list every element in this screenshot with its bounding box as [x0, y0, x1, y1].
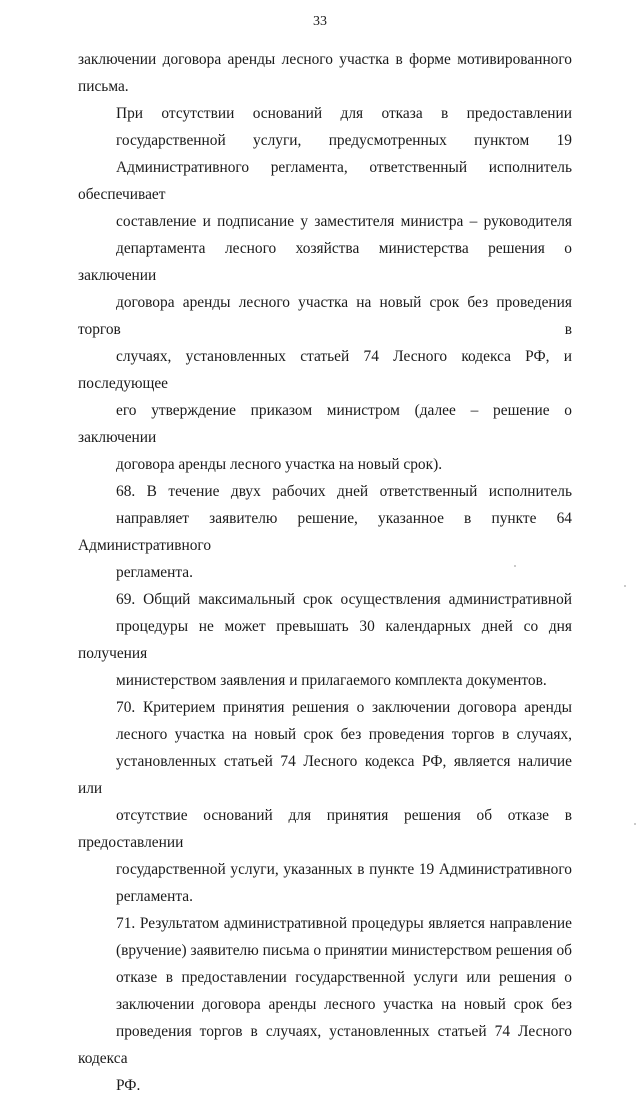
text-line: договора аренды лесного участка на новый срок без проведения торгов в: [78, 294, 572, 338]
text-line: При отсутствии оснований для отказа в предоставлении: [116, 105, 572, 122]
text-line: 69. Общий максимальный срок осуществления административной: [116, 591, 572, 608]
text-line: министерством заявления и прилагаемого комплекта документов.: [116, 672, 547, 689]
text-line: 71. Результатом административной процедуры является направление: [116, 915, 572, 932]
document-body: [78, 46, 572, 1099]
text-line: государственной услуги, указанных в пункте 19 Административного: [116, 861, 572, 878]
text-line: проведения торгов в случаях, установленных статьей 74 Лесного кодекса: [78, 1023, 572, 1067]
paragraph-continuation: [78, 46, 572, 100]
text-line: составление и подписание у заместителя министра – руководителя: [116, 213, 572, 230]
text-line: письма.: [78, 78, 129, 95]
text-line: департамента лесного хозяйства министерства решения о заключении: [78, 240, 572, 284]
paragraph-71: [78, 910, 572, 1099]
text-line: случаях, установленных статьей 74 Лесного кодекса РФ, и последующее: [78, 348, 572, 392]
scan-artifact-dot: [634, 823, 636, 825]
text-line: отказе в предоставлении государственной услуги или решения о: [116, 969, 572, 986]
paragraph-68: [78, 478, 572, 586]
text-line: РФ.: [116, 1077, 141, 1094]
paragraph-69: [78, 586, 572, 694]
scan-artifact-dot: [624, 585, 626, 587]
text-line: государственной услуги, предусмотренных пунктом 19: [116, 132, 572, 149]
text-line: регламента.: [116, 564, 193, 581]
scan-artifact-dot: [514, 565, 516, 567]
text-line: лесного участка на новый срок без проведения торгов в случаях,: [116, 726, 572, 743]
text-line: установленных статьей 74 Лесного кодекса РФ, является наличие или: [78, 753, 572, 797]
paragraph-decision: [78, 100, 572, 478]
text-line: его утверждение приказом министром (далее – решение о заключении: [78, 402, 572, 446]
text-line: заключении договора аренды лесного участка на новый срок без: [116, 996, 572, 1013]
text-line: 68. В течение двух рабочих дней ответственный исполнитель: [116, 483, 572, 500]
text-line: договора аренды лесного участка на новый срок).: [116, 456, 443, 473]
text-line: заключении договора аренды лесного участка в форме мотивированного: [78, 51, 572, 68]
text-line: регламента.: [116, 888, 193, 905]
text-line: (вручение) заявителю письма о принятии министерством решения об: [116, 942, 572, 959]
text-line: направляет заявителю решение, указанное в пункте 64 Административного: [78, 510, 572, 554]
text-line: процедуры не может превышать 30 календарных дней со дня получения: [78, 618, 572, 662]
text-line: Административного регламента, ответственный исполнитель обеспечивает: [78, 159, 572, 203]
text-line: отсутствие оснований для принятия решения об отказе в предоставлении: [78, 807, 572, 851]
text-line: 70. Критерием принятия решения о заключении договора аренды: [116, 699, 572, 716]
paragraph-70: [78, 694, 572, 910]
page-number: 33: [313, 14, 327, 29]
